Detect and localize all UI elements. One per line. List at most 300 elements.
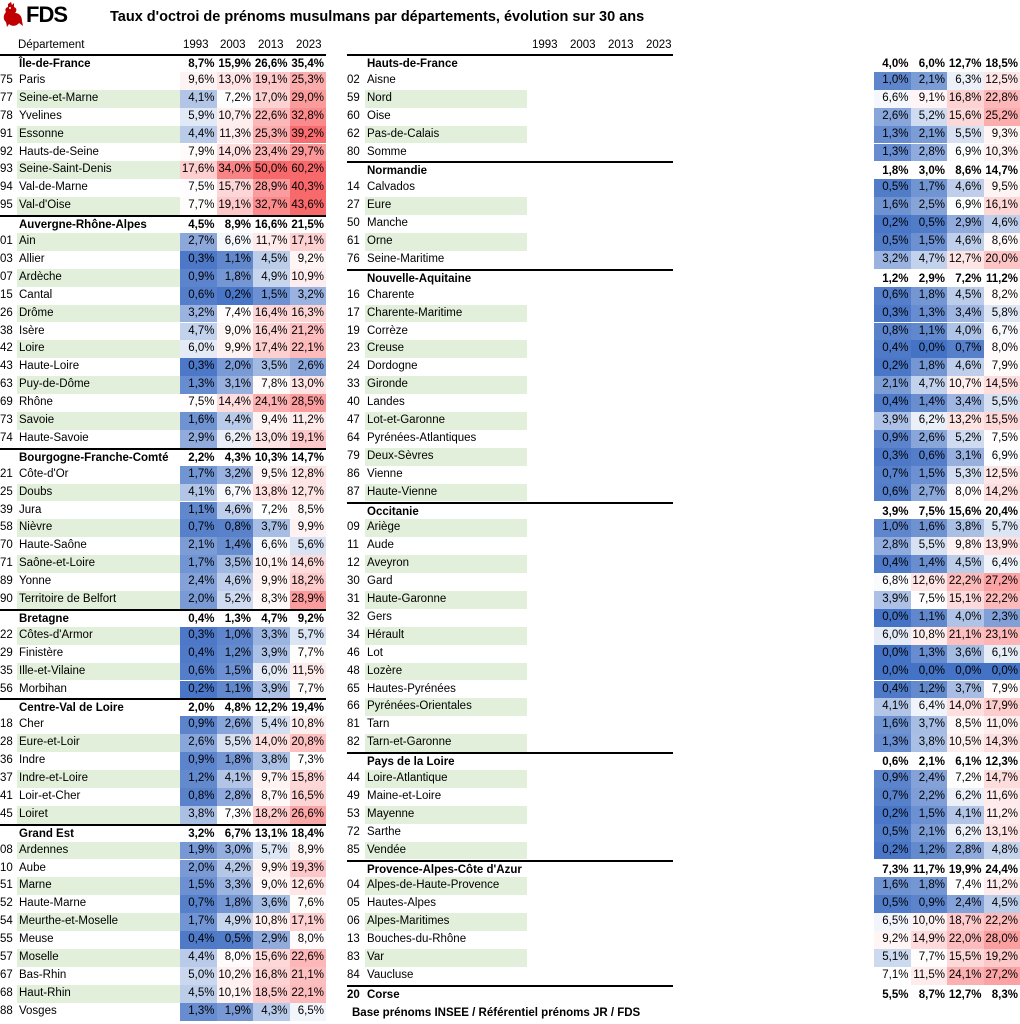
- value-cell-2023: 17,1%: [290, 233, 327, 251]
- value-cell-1993: 1,2%: [180, 770, 217, 788]
- value-cell-2023: 28,9%: [290, 591, 327, 609]
- value-cell-1993: 1,3%: [874, 126, 911, 144]
- department-row: [0, 645, 326, 663]
- dept-code: 19: [347, 324, 360, 337]
- dept-code: 03: [0, 252, 13, 265]
- value-cell-2003: 9,0%: [217, 323, 254, 341]
- dept-name: Vosges: [19, 1004, 57, 1017]
- dept-name: Haute-Garonne: [365, 591, 527, 609]
- value-cell-2013: 7,4%: [947, 877, 984, 895]
- value-cell-2003: 12,6%: [911, 573, 948, 591]
- value-cell-2013: 4,6%: [947, 233, 984, 251]
- value-cell-2013: 10,1%: [253, 555, 290, 573]
- value-cell-2013: 12,7%: [948, 988, 982, 1001]
- dept-code: 78: [0, 109, 13, 122]
- value-cell-2023: 14,5%: [984, 376, 1020, 394]
- department-row: [0, 376, 326, 394]
- department-row: [0, 537, 326, 555]
- dept-name: Calvados: [367, 181, 415, 194]
- department-row: [0, 197, 326, 215]
- value-cell-1993: 7,5%: [180, 179, 217, 197]
- value-cell-2003: 3,0%: [217, 842, 254, 860]
- value-cell-2023: 14,6%: [290, 555, 327, 573]
- value-cell-2013: 15,6%: [947, 108, 984, 126]
- dept-code: 57: [0, 951, 13, 963]
- value-cell-2023: 24,4%: [985, 863, 1018, 876]
- value-cell-1993: 2,6%: [180, 734, 217, 752]
- value-cell-2023: 29,7%: [290, 144, 327, 162]
- value-cell-1993: 0,5%: [874, 824, 911, 842]
- value-cell-2023: 7,6%: [290, 895, 327, 913]
- dept-code: 76: [347, 252, 360, 265]
- department-row: [0, 287, 326, 305]
- value-cell-2003: 2,8%: [911, 144, 948, 162]
- dept-name: Charente-Maritime: [365, 305, 527, 323]
- department-row: [0, 161, 326, 179]
- department-row: [347, 287, 1018, 305]
- dept-name: Haute-Vienne: [365, 484, 527, 502]
- dept-code: 14: [347, 181, 360, 194]
- value-cell-1993: 0,0%: [874, 663, 911, 681]
- value-cell-1993: 1,5%: [180, 877, 217, 895]
- department-row: [347, 90, 1018, 108]
- dept-code: 65: [347, 682, 360, 695]
- value-cell-2023: 14,3%: [984, 734, 1020, 752]
- department-row: [347, 179, 1018, 197]
- value-cell-2003: 0,0%: [911, 340, 948, 358]
- value-cell-2023: 4,5%: [984, 895, 1020, 913]
- value-cell-2003: 1,5%: [911, 233, 948, 251]
- value-cell-2003: 14,4%: [217, 394, 254, 412]
- value-cell-2023: 22,1%: [290, 985, 327, 1003]
- value-cell-2013: 22,2%: [947, 573, 984, 591]
- dept-name: Allier: [19, 252, 45, 265]
- value-cell-1993: 1,7%: [180, 466, 217, 484]
- value-cell-2023: 11,2%: [290, 412, 327, 430]
- department-row: [347, 806, 1018, 824]
- value-cell-2013: 11,7%: [253, 233, 290, 251]
- value-cell-2013: 10,3%: [254, 451, 288, 464]
- dept-code: 58: [0, 521, 13, 534]
- value-cell-1993: 0,7%: [874, 466, 911, 484]
- value-cell-2013: 4,0%: [947, 609, 984, 627]
- dept-code: 87: [347, 485, 360, 498]
- value-cell-2003: 1,1%: [911, 609, 948, 627]
- value-cell-2023: 16,3%: [290, 305, 327, 323]
- dept-name: Bouches-du-Rhône: [367, 933, 467, 946]
- dept-code: 31: [347, 593, 360, 605]
- value-cell-2013: 13,8%: [253, 484, 290, 502]
- value-cell-1993: 5,0%: [180, 967, 217, 985]
- value-cell-2023: 12,6%: [290, 877, 327, 895]
- dept-code: 53: [347, 807, 360, 820]
- dept-code: 85: [347, 843, 360, 856]
- value-cell-2013: 16,4%: [253, 323, 290, 341]
- dept-name: Essonne: [17, 126, 180, 144]
- value-cell-2013: 4,7%: [261, 612, 288, 625]
- value-cell-1993: 2,9%: [180, 430, 217, 448]
- value-cell-1993: 5,5%: [882, 988, 909, 1001]
- value-cell-1993: 7,9%: [180, 144, 217, 162]
- value-cell-1993: 2,8%: [874, 537, 911, 555]
- dept-name: Mayenne: [365, 806, 527, 824]
- value-cell-2013: 4,5%: [947, 555, 984, 573]
- value-cell-1993: 1,6%: [180, 412, 217, 430]
- value-cell-1993: 0,3%: [180, 358, 217, 376]
- value-cell-2003: 2,1%: [918, 756, 945, 769]
- value-cell-2013: 7,8%: [253, 376, 290, 394]
- dept-name: Haute-Saône: [19, 539, 87, 552]
- department-row: [0, 573, 326, 591]
- dept-name: Doubs: [17, 484, 180, 502]
- department-row: [0, 860, 326, 878]
- dept-code: 52: [0, 897, 13, 910]
- dept-code: 69: [0, 396, 13, 409]
- value-cell-2013: 8,0%: [947, 484, 984, 502]
- value-cell-2013: 9,8%: [947, 537, 984, 555]
- year-header-2023: 2023: [296, 39, 322, 51]
- value-cell-1993: 1,9%: [180, 842, 217, 860]
- value-cell-1993: 7,7%: [180, 197, 217, 215]
- department-row: [0, 788, 326, 806]
- value-cell-2003: 2,1%: [911, 126, 948, 144]
- department-row: [0, 842, 326, 860]
- value-cell-2003: 3,8%: [911, 734, 948, 752]
- dept-name: Lot-et-Garonne: [365, 412, 527, 430]
- value-cell-1993: 0,3%: [874, 305, 911, 323]
- value-cell-2023: 7,9%: [984, 681, 1020, 699]
- department-row: [0, 108, 326, 126]
- dept-name: Indre: [19, 754, 46, 767]
- value-cell-1993: 0,9%: [180, 752, 217, 770]
- value-cell-2023: 2,6%: [290, 358, 327, 376]
- region-row: [347, 985, 1018, 1003]
- value-cell-2003: 7,5%: [918, 505, 945, 518]
- value-cell-2023: 11,2%: [986, 272, 1018, 285]
- department-row: [347, 108, 1018, 126]
- dept-code: 12: [347, 557, 360, 570]
- department-row: [347, 913, 1018, 931]
- value-cell-2023: 7,3%: [290, 752, 327, 770]
- dept-name: Deux-Sèvres: [365, 448, 527, 466]
- value-cell-2013: 13,0%: [253, 430, 290, 448]
- dept-code: 13: [347, 933, 360, 946]
- department-row: [0, 591, 326, 609]
- value-cell-2003: 1,5%: [217, 663, 254, 681]
- dept-name: Aude: [367, 539, 394, 552]
- value-cell-2023: 13,1%: [984, 824, 1020, 842]
- dept-code: 62: [347, 127, 360, 140]
- value-cell-2003: 4,8%: [224, 702, 251, 715]
- value-cell-2003: 3,7%: [911, 716, 948, 734]
- year-header-2013: 2013: [608, 39, 634, 51]
- dept-name: Morbihan: [19, 682, 67, 695]
- value-cell-1993: 0,5%: [874, 179, 911, 197]
- value-cell-2023: 2,3%: [984, 609, 1020, 627]
- value-cell-2023: 11,0%: [984, 716, 1020, 734]
- department-row: [347, 591, 1018, 609]
- value-cell-2003: 2,5%: [911, 197, 948, 215]
- value-cell-1993: 0,4%: [874, 555, 911, 573]
- value-cell-2023: 8,0%: [984, 340, 1020, 358]
- dept-name: Vaucluse: [367, 968, 414, 981]
- dept-name: Hérault: [365, 627, 527, 645]
- value-cell-2013: 3,6%: [947, 645, 984, 663]
- value-cell-2023: 26,6%: [290, 806, 327, 824]
- dept-name: Yonne: [19, 575, 52, 588]
- value-cell-2023: 9,2%: [297, 612, 324, 625]
- value-cell-2003: 3,5%: [217, 555, 254, 573]
- value-cell-2023: 12,5%: [984, 466, 1020, 484]
- value-cell-2013: 15,6%: [948, 505, 982, 518]
- value-cell-1993: 4,5%: [180, 985, 217, 1003]
- value-cell-2013: 22,6%: [253, 108, 290, 126]
- department-row: [347, 824, 1018, 842]
- value-cell-1993: 1,6%: [874, 716, 911, 734]
- dept-code: 77: [0, 91, 13, 104]
- value-cell-2013: 9,5%: [253, 466, 290, 484]
- region-name: Nouvelle-Aquitaine: [367, 272, 472, 285]
- value-cell-2023: 8,5%: [290, 502, 327, 520]
- region-row: [347, 269, 1018, 287]
- value-cell-2023: 23,1%: [984, 627, 1020, 645]
- value-cell-2023: 43,6%: [290, 197, 327, 215]
- dept-name: Ille-et-Vilaine: [17, 663, 180, 681]
- value-cell-2023: 14,7%: [984, 770, 1020, 788]
- dept-name: Var: [365, 949, 527, 967]
- dept-name: Côte-d'Or: [19, 467, 69, 480]
- dept-code: 92: [0, 145, 13, 158]
- value-cell-2013: 6,2%: [947, 788, 984, 806]
- dept-name: Ardèche: [17, 269, 180, 287]
- value-cell-1993: 0,0%: [874, 609, 911, 627]
- value-cell-2003: 10,2%: [217, 967, 254, 985]
- value-cell-1993: 3,2%: [188, 827, 215, 840]
- dept-name: Aveyron: [365, 555, 527, 573]
- dept-name: Alpes-Maritimes: [365, 913, 527, 931]
- value-cell-2003: 3,3%: [217, 877, 254, 895]
- value-cell-2023: 13,0%: [290, 376, 327, 394]
- dept-name: Tarn-et-Garonne: [365, 734, 527, 752]
- dept-code: 84: [347, 968, 360, 981]
- value-cell-2013: 4,3%: [253, 1003, 290, 1021]
- value-cell-2013: 18,5%: [253, 985, 290, 1003]
- value-cell-1993: 9,6%: [180, 72, 217, 90]
- dept-code: 06: [347, 915, 360, 928]
- value-cell-2013: 16,8%: [947, 90, 984, 108]
- dept-code: 81: [347, 718, 360, 731]
- value-cell-2013: 5,2%: [947, 430, 984, 448]
- value-cell-2013: 7,2%: [955, 272, 982, 285]
- value-cell-2023: 8,6%: [984, 233, 1020, 251]
- value-cell-2023: 11,6%: [984, 788, 1020, 806]
- value-cell-2023: 28,5%: [290, 394, 327, 412]
- value-cell-1993: 4,7%: [180, 323, 217, 341]
- value-cell-2023: 11,2%: [984, 877, 1020, 895]
- dept-code: 33: [347, 378, 360, 391]
- dept-name: Paris: [19, 73, 46, 86]
- dept-code: 15: [0, 288, 13, 301]
- value-cell-2003: 10,0%: [911, 913, 948, 931]
- logo-text: FDS: [26, 2, 67, 27]
- value-cell-2003: 1,5%: [911, 466, 948, 484]
- value-cell-2003: 6,6%: [217, 233, 254, 251]
- value-cell-1993: 1,6%: [874, 197, 911, 215]
- value-cell-2013: 7,2%: [947, 770, 984, 788]
- dept-name: Jura: [19, 503, 42, 516]
- dept-code: 42: [0, 342, 13, 355]
- value-cell-2013: 10,8%: [253, 913, 290, 931]
- value-cell-1993: 0,3%: [180, 627, 217, 645]
- department-row: [347, 358, 1018, 376]
- department-row: [0, 72, 326, 90]
- dept-code: 79: [347, 449, 360, 462]
- value-cell-2013: 15,1%: [947, 591, 984, 609]
- value-cell-2023: 20,4%: [985, 505, 1018, 518]
- dept-name: Cher: [19, 718, 44, 731]
- value-cell-2003: 1,0%: [217, 627, 254, 645]
- department-row: [347, 681, 1018, 699]
- value-cell-2003: 1,7%: [911, 179, 948, 197]
- dept-name: Somme: [367, 145, 407, 158]
- value-cell-2023: 14,7%: [291, 451, 324, 464]
- value-cell-2013: 2,9%: [253, 931, 290, 949]
- value-cell-2003: 8,7%: [918, 988, 945, 1001]
- value-cell-2003: 6,0%: [918, 58, 945, 70]
- dept-code: 23: [347, 342, 360, 355]
- value-cell-2003: 0,6%: [911, 448, 948, 466]
- source-footer: Base prénoms INSEE / Référentiel prénoms JR / FDS: [352, 1007, 641, 1019]
- dept-code: 63: [0, 378, 13, 391]
- department-row: [347, 376, 1018, 394]
- value-cell-2003: 4,6%: [217, 502, 254, 520]
- value-cell-2003: 2,7%: [911, 484, 948, 502]
- year-header-2003: 2003: [220, 39, 246, 51]
- department-row: [347, 645, 1018, 663]
- dept-name: Haute-Savoie: [19, 431, 89, 444]
- value-cell-2013: 16,6%: [254, 219, 288, 232]
- value-cell-2003: 1,2%: [911, 842, 948, 860]
- dept-code: 08: [0, 843, 13, 856]
- value-cell-1993: 0,4%: [874, 681, 911, 699]
- department-row: [0, 519, 326, 537]
- value-cell-2013: 8,6%: [955, 165, 982, 178]
- year-header-1993: 1993: [532, 39, 558, 51]
- value-cell-2003: 9,1%: [911, 90, 948, 108]
- value-cell-2003: 1,1%: [217, 681, 254, 699]
- value-cell-2013: 16,8%: [253, 967, 290, 985]
- department-row: [0, 752, 326, 770]
- department-row: [0, 340, 326, 358]
- value-cell-1993: 6,5%: [874, 913, 911, 931]
- value-cell-2023: 29,0%: [290, 90, 327, 108]
- value-cell-2023: 32,8%: [290, 108, 327, 126]
- dept-code: 73: [0, 414, 13, 426]
- region-row: [347, 502, 1018, 520]
- value-cell-1993: 2,0%: [188, 702, 215, 715]
- dept-code: 45: [0, 807, 13, 820]
- value-cell-2003: 7,2%: [217, 90, 254, 108]
- department-row: [347, 627, 1018, 645]
- value-cell-2003: 0,2%: [217, 287, 254, 305]
- value-cell-2003: 1,8%: [911, 877, 948, 895]
- value-cell-2003: 1,8%: [911, 358, 948, 376]
- dept-code: 89: [0, 575, 13, 588]
- value-cell-2023: 22,8%: [984, 90, 1020, 108]
- value-cell-2023: 40,3%: [290, 179, 327, 197]
- value-cell-1993: 0,2%: [874, 358, 911, 376]
- value-cell-1993: 0,6%: [874, 287, 911, 305]
- value-cell-1993: 0,8%: [874, 323, 911, 341]
- value-cell-2023: 16,1%: [984, 197, 1020, 215]
- region-name: Bourgogne-Franche-Comté: [19, 451, 169, 464]
- value-cell-1993: 1,2%: [882, 272, 909, 285]
- dept-name: Marne: [17, 877, 180, 895]
- department-row: [0, 233, 326, 251]
- region-row: [347, 752, 1018, 770]
- value-cell-2003: 1,4%: [217, 537, 254, 555]
- value-cell-1993: 0,7%: [180, 895, 217, 913]
- department-row: [0, 877, 326, 895]
- year-header-2023: 2023: [646, 39, 672, 51]
- dept-name: Hauts-de-Seine: [19, 145, 99, 158]
- department-row: [347, 430, 1018, 448]
- value-cell-2013: 4,5%: [947, 287, 984, 305]
- region-name: Occitanie: [367, 505, 419, 518]
- value-cell-2023: 19,1%: [290, 430, 327, 448]
- region-name: Auvergne-Rhône-Alpes: [19, 219, 147, 232]
- department-row: [347, 788, 1018, 806]
- department-row: [0, 430, 326, 448]
- value-cell-2013: 19,1%: [253, 72, 290, 90]
- value-cell-1993: 0,9%: [180, 716, 217, 734]
- value-cell-2023: 21,1%: [290, 967, 327, 985]
- department-row: [347, 573, 1018, 591]
- value-cell-2013: 3,6%: [253, 895, 290, 913]
- value-cell-2013: 22,0%: [947, 931, 984, 949]
- value-cell-2013: 24,1%: [947, 967, 984, 985]
- value-cell-1993: 4,5%: [188, 219, 215, 232]
- value-cell-1993: 2,4%: [180, 573, 217, 591]
- dept-code: 35: [0, 664, 13, 677]
- value-cell-1993: 9,2%: [874, 931, 911, 949]
- dept-name: Val-d'Oise: [17, 197, 180, 215]
- dept-code: 71: [0, 557, 13, 570]
- department-row: [347, 967, 1018, 985]
- value-cell-2013: 0,7%: [947, 340, 984, 358]
- region-name: Normandie: [367, 165, 428, 178]
- value-cell-1993: 2,2%: [188, 451, 215, 464]
- dept-code: 50: [347, 217, 360, 230]
- value-cell-2003: 6,2%: [911, 412, 948, 430]
- value-cell-2023: 10,8%: [290, 716, 327, 734]
- value-cell-2023: 10,3%: [984, 144, 1020, 162]
- value-cell-2023: 19,3%: [290, 860, 327, 878]
- value-cell-2013: 4,1%: [947, 806, 984, 824]
- dept-name: Corrèze: [367, 324, 408, 337]
- dept-code: 49: [347, 789, 360, 802]
- value-cell-1993: 1,0%: [874, 519, 911, 537]
- value-cell-2003: 34,0%: [217, 161, 254, 179]
- value-cell-2023: 22,6%: [290, 949, 327, 967]
- dept-code: 43: [0, 360, 13, 373]
- value-cell-2003: 10,1%: [217, 985, 254, 1003]
- value-cell-2003: 5,2%: [911, 108, 948, 126]
- dept-code: 32: [347, 610, 360, 623]
- dept-code: 25: [0, 485, 13, 498]
- value-cell-2003: 6,2%: [217, 430, 254, 448]
- value-cell-2023: 5,7%: [290, 627, 327, 645]
